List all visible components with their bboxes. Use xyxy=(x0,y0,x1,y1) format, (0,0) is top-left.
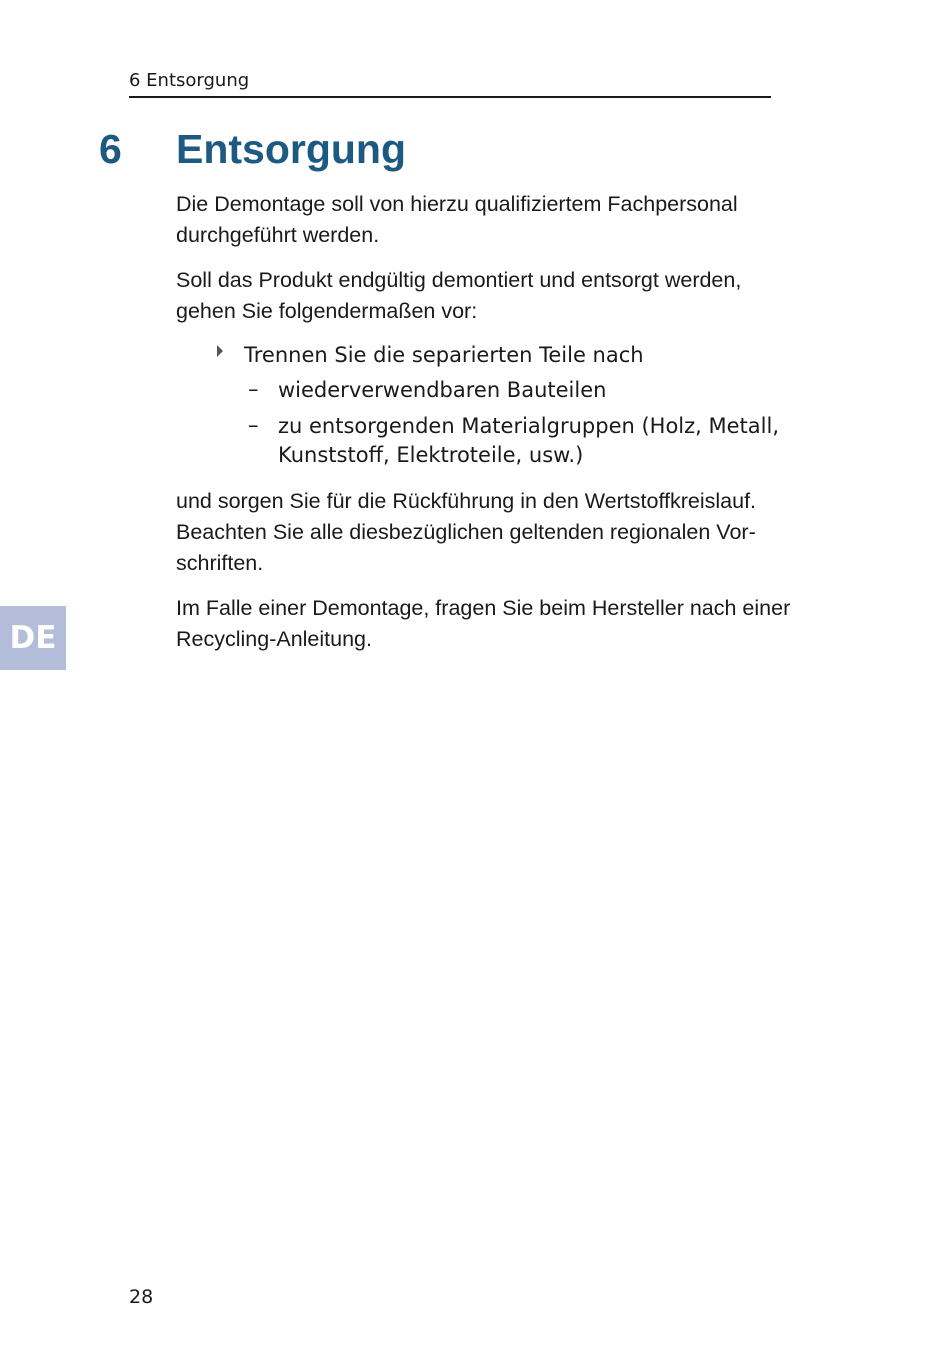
chapter-title: Entsorgung xyxy=(176,126,407,172)
instruction-step: Trennen Sie die separierten Teile nach xyxy=(244,343,644,367)
procedure-paragraph: Soll das Produkt endgültig demontiert und entsorgt werden, gehen Sie folgendermaßen vor: xyxy=(176,268,742,323)
running-header: 6 Entsorgung xyxy=(129,70,250,91)
manufacturer-paragraph: Im Falle einer Demontage, fragen Sie beim Hersteller nach einer Recycling-Anleitung. xyxy=(176,596,791,651)
page-number: 28 xyxy=(129,1286,154,1308)
sub-item: zu entsorgenden Materialgruppen (Holz, Metall, Kunststoff, Elektroteile, usw.) xyxy=(278,414,779,467)
recycling-paragraph: und sorgen Sie für die Rückführung in den Wertstoffkreislauf. Beachten Sie alle diesbezüglichen geltenden regionalen Vor-schriften. xyxy=(176,489,757,575)
sub-item: wiederverwendbaren Bauteilen xyxy=(278,378,607,402)
language-tab: DE xyxy=(0,606,66,670)
triangle-bullet-icon xyxy=(217,345,223,357)
header-rule xyxy=(129,96,771,98)
dash-bullet-icon: – xyxy=(248,377,259,401)
intro-paragraph: Die Demontage soll von hierzu qualifiziertem Fachpersonal durchgeführt werden. xyxy=(176,192,738,247)
dash-bullet-icon: – xyxy=(248,413,259,437)
chapter-number: 6 xyxy=(99,126,122,172)
